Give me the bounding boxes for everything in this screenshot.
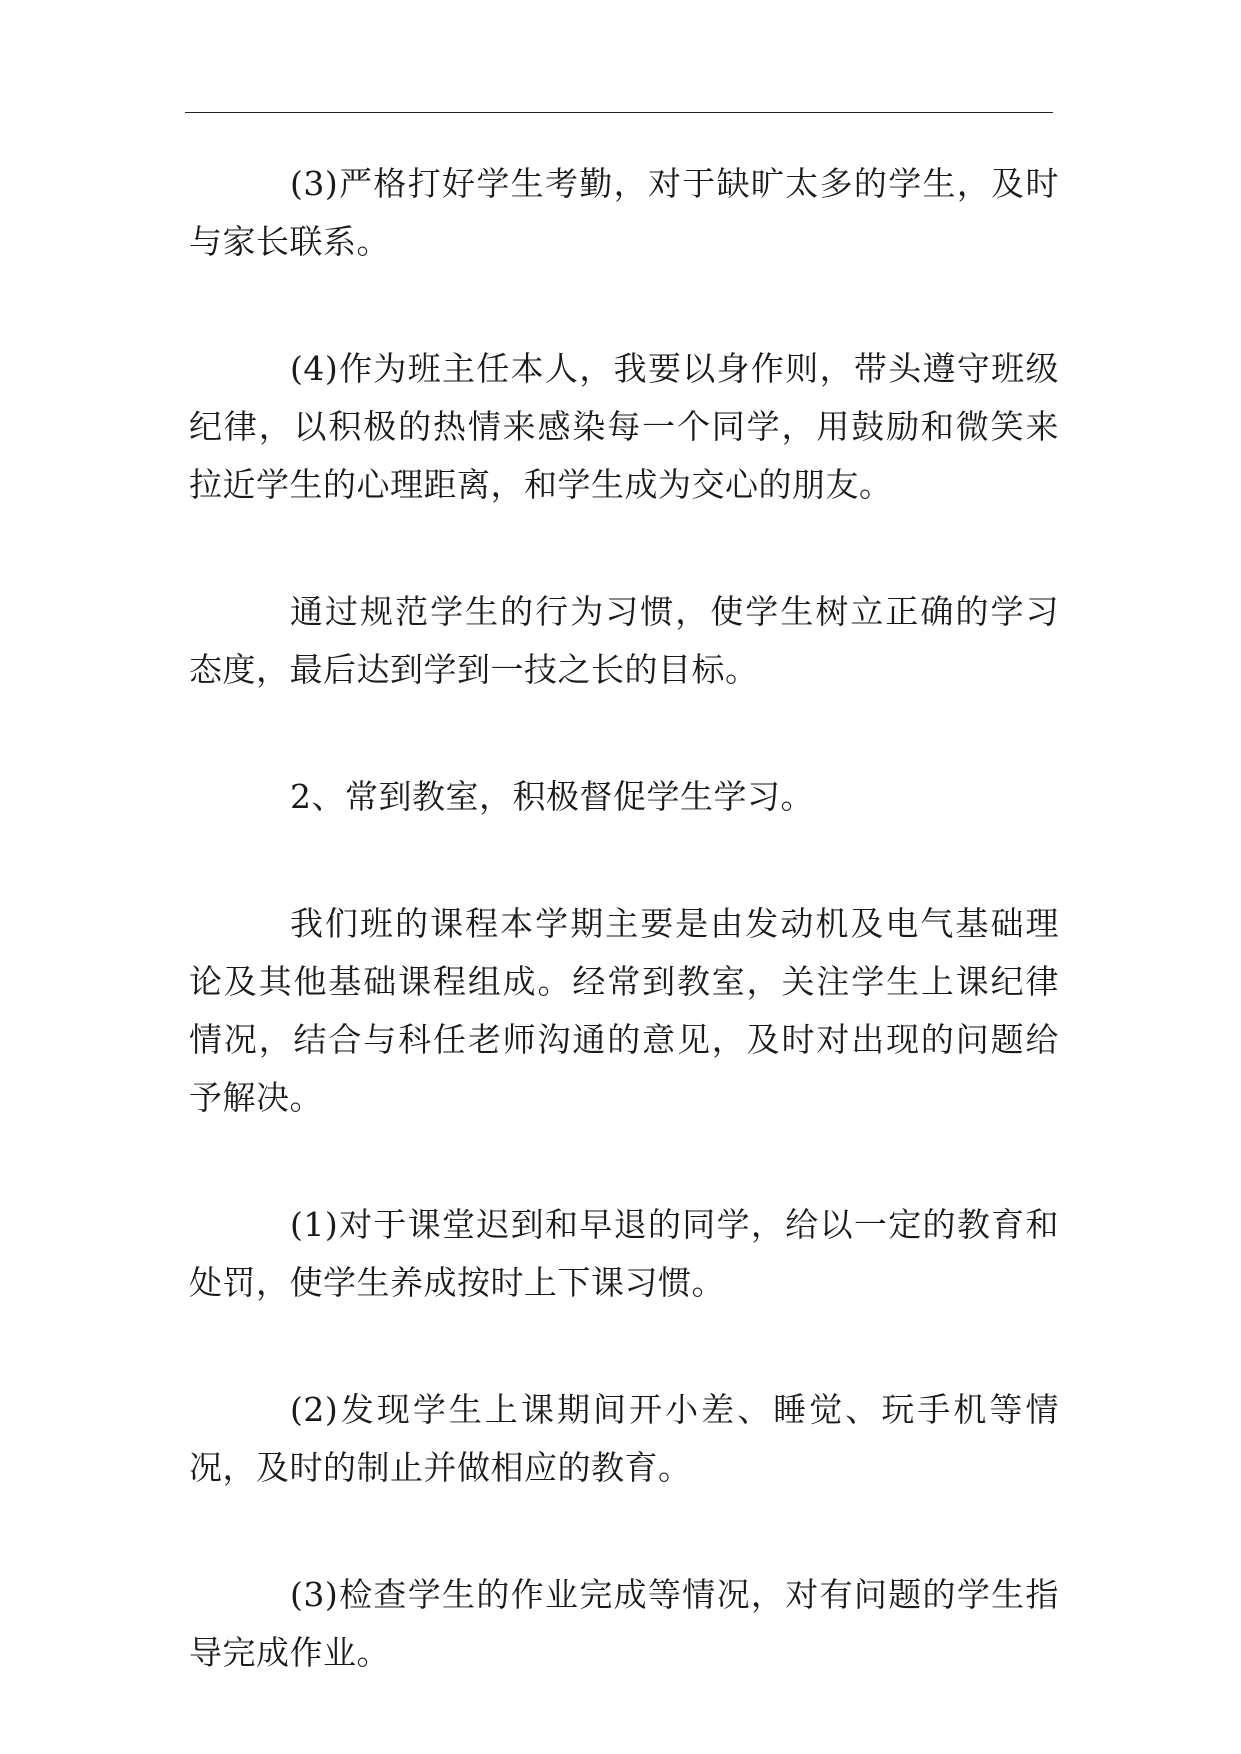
paragraph-distraction: (2)发现学生上课期间开小差、睡觉、玩手机等情况，及时的制止并做相应的教育。 [189, 1390, 1059, 1487]
section-heading-classroom: 2、常到教室，积极督促学生学习。 [290, 777, 814, 816]
document-body [189, 155, 1059, 1751]
paragraph-lateness: (1)对于课堂迟到和早退的同学，给以一定的教育和处罚，使学生养成按时上下课习惯。 [189, 1205, 1059, 1302]
paragraph-teacher-example: (4)作为班主任本人，我要以身作则，带头遵守班级纪律，以积极的热情来感染每一个同学，用鼓励和微笑来拉近学生的心理距离，和学生成为交心的朋友。 [189, 349, 1059, 504]
header-rule [185, 112, 1053, 113]
paragraph-courses: 我们班的课程本学期主要是由发动机及电气基础理论及其他基础课程组成。经常到教室，关注学生上课纪律情况，结合与科任老师沟通的意见，及时对出现的问题给予解决。 [189, 904, 1059, 1117]
paragraph-homework: (3)检查学生的作业完成等情况，对有问题的学生指导完成作业。 [189, 1575, 1059, 1672]
paragraph-attendance: (3)严格打好学生考勤，对于缺旷太多的学生，及时与家长联系。 [189, 164, 1059, 261]
paragraph-behavior-goal: 通过规范学生的行为习惯，使学生树立正确的学习态度，最后达到学到一技之长的目标。 [189, 592, 1059, 689]
